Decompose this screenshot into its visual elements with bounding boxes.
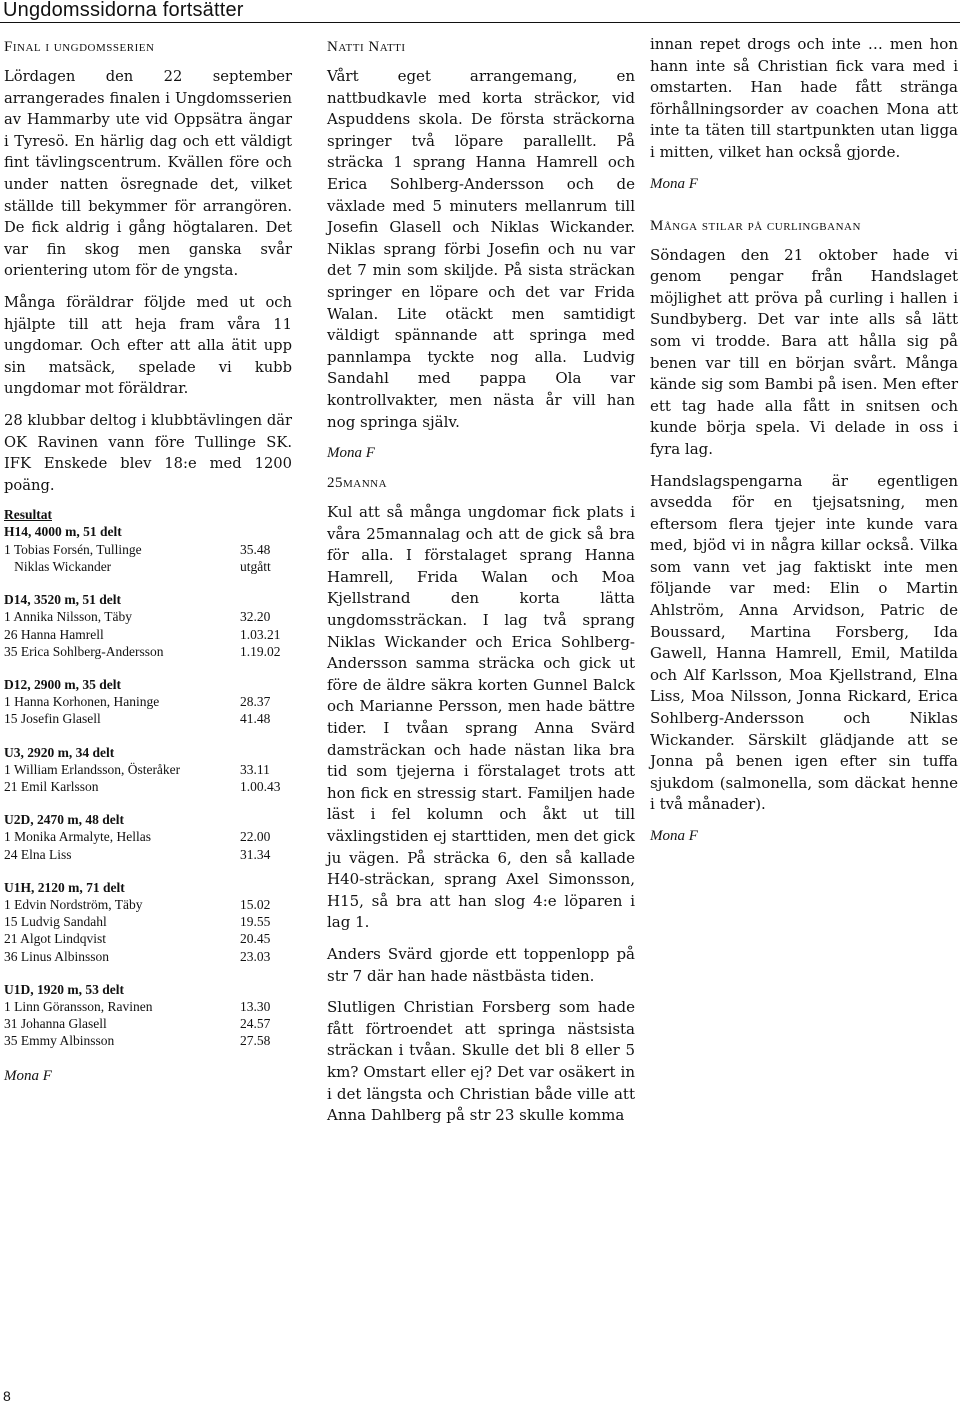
paragraph: Söndagen den 21 oktober hade vi genom pengar från Handslaget möjlighet att pröva på curling i hallen i Sundbyberg. Det var inte alls så lätt som vi trodde. Bara att hålla sig på benen var till en början svårt. Många kände sig som Bambi på isen. Men efter ett tag hade alla fått in snitsen och kunde börja spela. Vi delade in oss i fyra lag.: [650, 245, 958, 458]
result-row: [4, 541, 292, 558]
result-time: 24.57: [240, 1016, 271, 1032]
result-row: [4, 643, 292, 660]
result-group-head: D14, 3520 m, 51 delt: [4, 592, 121, 608]
result-name: 26 Hanna Hamrell: [4, 626, 104, 642]
result-row: [4, 1032, 292, 1049]
result-row: [4, 710, 292, 727]
paragraph: innan repet drogs och inte … men hon hann inte så Christian fick vara med i omstarten. Han hade fått stränga förhållningsorder av coachen Mona att inte ta täten till startpunkten utan ligga i mitten, vilket han också gjorde.: [650, 35, 958, 161]
result-group-head: D12, 2900 m, 35 delt: [4, 676, 121, 692]
result-time: 20.45: [240, 931, 271, 947]
paragraph: Vårt eget arrangemang, en nattbudkavle med korta sträckor, vid Aspuddens skola. De första sträckorna springer två löpare parallellt. På sträcka 1 sprang Hanna Hamrell och Erica Sohlberg-Andersson och de växlade med 5 minuters mellanrum till Josefin Glasell och Niklas Wickander. Niklas sprang förbi Josefin och nu var det 7 min som skiljde. På sista sträckan springer en löpare och det var Frida Walan. Lite otäckt men samtidigt väldigt spännande att springa med pannlampa tyckte nog alla. Ludvig Sandahl med pappa Ola var kontrollvakter, men nästa år vill han nog springa själv.: [327, 67, 635, 431]
result-time: 28.37: [240, 694, 271, 710]
result-group-head: U1H, 2120 m, 71 delt: [4, 879, 125, 895]
result-time: 22.00: [240, 829, 271, 845]
signature: Mona F: [650, 828, 698, 844]
result-name: 35 Erica Sohlberg-Andersson: [4, 643, 164, 659]
result-time: 1.19.02: [240, 643, 281, 659]
result-name: 15 Josefin Glasell: [4, 711, 101, 727]
result-row: [4, 846, 292, 863]
result-time: 23.03: [240, 948, 271, 964]
result-name: 24 Elna Liss: [4, 846, 72, 862]
page-header: [0, 0, 960, 23]
result-time: 1.00.43: [240, 778, 281, 794]
result-group: [4, 879, 292, 965]
result-row: [4, 828, 292, 845]
result-time: 33.11: [240, 761, 270, 777]
paragraph: 28 klubbar deltog i klubbtävlingen där OK Ravinen vann före Tullinge SK. IFK Enskede blev 18:e med 1200 poäng.: [4, 411, 292, 494]
result-time: 35.48: [240, 541, 271, 557]
result-name: 1 Edvin Nordström, Täby: [4, 896, 143, 912]
result-name: Niklas Wickander: [4, 558, 112, 574]
result-name: 21 Emil Karlsson: [4, 778, 99, 794]
signature: Mona F: [650, 175, 698, 192]
section-heading-natti: Natti Natti: [327, 39, 406, 55]
paragraph: Handslagspengarna är egentligen avsedda för en tjejsatsning, men eftersom flera tjejer inte kunde vara med, bjöd vi in några killar också. Vilka som vann vet jag faktiskt inte men följande var med: Elin o Martin Ahlström, Anna Arvidson, Patric de Boussard, Martina Forsberg, Ida Gawell, Hanna Hamrell, Emil, Matilda och Alf Karlsson, Moa Kjellstrand, Elna Liss, Moa Nilsson, Jonna Rickard, Erica Sohlberg-Andersson och Niklas Wickander. Särskilt glädjande att se Jonna på benen igen efter sin tuffa sjukdom (salmonella, som däckat henne i två månader).: [650, 471, 958, 814]
result-group: [4, 591, 292, 660]
result-row: [4, 608, 292, 625]
result-group: [4, 811, 292, 863]
result-group-head: U2D, 2470 m, 48 delt: [4, 812, 124, 828]
result-row: [4, 896, 292, 913]
result-row: [4, 778, 292, 795]
result-group-head: U1D, 1920 m, 53 delt: [4, 981, 124, 997]
paragraph: Många föräldrar följde med ut och hjälpte till att heja fram våra 11 ungdomar. Och efter att alla ätit upp sin matsäck, spelade vi kubb ungdomar mot föräldrar.: [4, 293, 292, 398]
result-name: 35 Emmy Albinsson: [4, 1033, 115, 1049]
paragraph: Slutligen Christian Forsberg som hade fått förtroendet att springa nästsista sträckan i tvåan. Skulle det bli 8 eller 5 km? Omstart eller ej? Det var osäkert in i det längsta och Christian både ville att Anna Dahlberg på str 23 skulle komma: [327, 998, 635, 1125]
result-time: utgått: [240, 558, 271, 574]
result-time: 27.58: [240, 1033, 271, 1049]
result-group: [4, 676, 292, 728]
column-middle: [327, 34, 635, 1137]
result-name: 21 Algot Lindqvist: [4, 931, 107, 947]
result-group: [4, 523, 292, 575]
result-time: 32.20: [240, 609, 271, 625]
result-row: [4, 998, 292, 1015]
result-row: [4, 558, 292, 575]
result-name: 31 Johanna Glasell: [4, 1016, 107, 1032]
result-group: [4, 744, 292, 796]
page-number: 8: [3, 1388, 11, 1404]
results-block: [4, 506, 292, 1049]
paragraph: Lördagen den 22 september arrangerades finalen i Ungdomsserien av Hammarby ute vid Oppsätra ängar i Tyresö. En härlig dag och ett väldigt fint tävlingscentrum. Kvällen före och under natten ösregnade det, vilket ställde till bekymmer för arrangören. De fick aldrig i gång högtalaren. Det var fin skog men ganska svår orientering utom för de yngsta.: [4, 68, 292, 280]
result-row: [4, 626, 292, 643]
section-heading-curling: Många stilar på curlingbanan: [650, 217, 861, 234]
column-right: [650, 34, 958, 857]
signature: Mona F: [327, 445, 375, 462]
paragraph: Kul att så många ungdomar fick plats i våra 25mannalag och att de gick så bra för alla. I förstalaget sprang Hanna Hamrell, Frida Walan och Moa Kjellstrand den korta lätta ungdomssträckan. I lag två sprang Niklas Wickander och Erica Sohlberg-Andersson samma sträcka och gick ut före de äldre säkra korten Gunnel Balck och Marianne Persson, men hade bättre tider. I tvåan sprang Anna Svärd damsträckan och hade nästan lika bra tid som tjejerna i förstalaget trots att hon fick en stressig start. Familjen hade läst i fel kolumn och åkt ut till växlingstiden ej starttiden, men det gick ju vägen. På sträcka 6, den så kallade H40-sträckan, sprang Axel Simonsson, H15, så bra att han slog 4:e löparen i lag 1.: [327, 503, 635, 932]
result-row: [4, 693, 292, 710]
section-heading-final: Final i ungdomsserien: [4, 39, 155, 55]
result-time: 1.03.21: [240, 626, 281, 642]
result-name: 1 Annika Nilsson, Täby: [4, 609, 132, 625]
result-group-head: H14, 4000 m, 51 delt: [4, 524, 122, 540]
result-row: [4, 761, 292, 778]
page-title: Ungdomssidorna fortsätter: [3, 0, 244, 21]
result-name: 15 Ludvig Sandahl: [4, 914, 107, 930]
result-time: 31.34: [240, 846, 271, 862]
result-row: [4, 913, 292, 930]
result-group-head: U3, 2920 m, 34 delt: [4, 744, 115, 760]
result-name: 1 Linn Göransson, Ravinen: [4, 998, 153, 1014]
result-row: [4, 930, 292, 947]
result-row: [4, 948, 292, 965]
section-heading-25manna: 25manna: [327, 475, 388, 492]
paragraph: Anders Svärd gjorde ett toppenlopp på str 7 där han hade nästbästa tiden.: [327, 944, 635, 985]
result-name: 1 Tobias Forsén, Tullinge: [4, 541, 142, 557]
result-name: 1 Hanna Korhonen, Haninge: [4, 694, 160, 710]
result-time: 41.48: [240, 711, 271, 727]
result-name: 36 Linus Albinsson: [4, 948, 110, 964]
result-name: 1 Monika Armalyte, Hellas: [4, 829, 151, 845]
result-name: 1 William Erlandsson, Österåker: [4, 761, 181, 777]
result-time: 13.30: [240, 998, 271, 1014]
result-row: [4, 1015, 292, 1032]
result-time: 15.02: [240, 896, 271, 912]
result-time: 19.55: [240, 914, 271, 930]
column-left: [4, 34, 292, 1097]
result-group: [4, 981, 292, 1050]
results-title: Resultat: [4, 507, 52, 523]
signature: Mona F: [4, 1067, 52, 1084]
